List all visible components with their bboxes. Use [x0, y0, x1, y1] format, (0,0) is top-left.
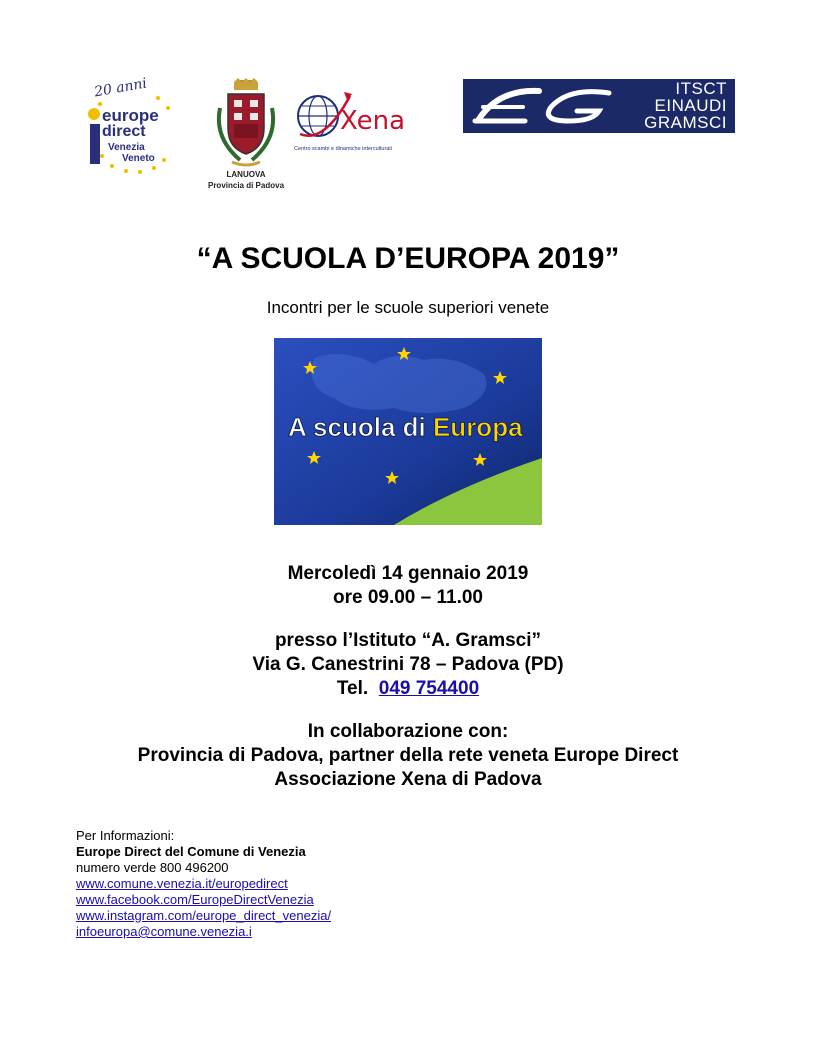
- page-subtitle: Incontri per le scuole superiori venete: [266, 298, 550, 317]
- lanuova-province: Provincia di Padova: [207, 181, 285, 190]
- itsct-line-2: EINAUDI: [654, 96, 727, 115]
- event-venue: presso l’Istituto “A. Gramsci”: [274, 630, 542, 651]
- event-phone-label: Tel.: [336, 678, 369, 699]
- info-org: Europe Direct del Comune di Venezia: [76, 844, 306, 859]
- info-link-facebook[interactable]: www.facebook.com/EuropeDirectVenezia: [76, 892, 314, 907]
- europe-direct-venezia: Venezia: [108, 142, 145, 153]
- collaboration-block: [0, 720, 816, 792]
- itsct-einaudi-gramsci-logo: [463, 79, 735, 133]
- xena-tagline: Centro scambi e dinamiche interculturali: [294, 146, 392, 152]
- europe-direct-word-2: direct: [102, 123, 146, 140]
- event-address: Via G. Canestrini 78 – Padova (PD): [252, 654, 564, 675]
- event-venue-block: [0, 629, 816, 701]
- event-details: [0, 562, 816, 610]
- info-link-email[interactable]: infoeuropa@comune.venezia.i: [76, 924, 252, 939]
- event-date: Mercoledì 14 gennaio 2019: [287, 563, 529, 584]
- info-link-instagram[interactable]: www.instagram.com/europe_direct_venezia/: [76, 908, 332, 923]
- collab-partner-1: Provincia di Padova, partner della rete veneta Europe Direct: [137, 745, 679, 766]
- itsct-line-3: GRAMSCI: [644, 113, 727, 132]
- event-phone: [0, 677, 816, 701]
- eu-map-banner-icon: [274, 338, 542, 525]
- banner-text-yellow: Europa: [432, 412, 523, 442]
- lanuova-crest-logo: [204, 78, 288, 196]
- info-dot-icon: [88, 108, 100, 120]
- europe-direct-veneto: Veneto: [122, 153, 155, 164]
- lanuova-name: LANUOVA: [226, 170, 266, 179]
- page-title: “A SCUOLA D’EUROPA 2019”: [196, 242, 620, 275]
- itsct-line-1: ITSCT: [675, 79, 727, 98]
- europe-direct-anni: 20 anni: [93, 75, 149, 101]
- banner-image: [274, 338, 542, 525]
- collab-heading: In collaborazione con:: [307, 721, 509, 742]
- collab-partner-2: Associazione Xena di Padova: [274, 769, 542, 790]
- event-time: ore 09.00 – 11.00: [332, 587, 483, 608]
- event-phone-link[interactable]: 049 754400: [378, 678, 480, 699]
- banner-text-white: A scuola di: [288, 412, 433, 442]
- xena-word: Xena: [340, 106, 406, 136]
- info-label: Per Informazioni:: [76, 828, 175, 843]
- info-link-website[interactable]: www.comune.venezia.it/europedirect: [76, 876, 288, 891]
- info-bar-icon: [90, 124, 100, 164]
- info-block: [76, 828, 331, 940]
- coat-of-arms-icon: [212, 78, 280, 168]
- eg-monogram-icon: [469, 85, 619, 127]
- europe-direct-word-1: europe: [102, 106, 159, 125]
- svg-text:A scuola di Europa: [288, 412, 523, 442]
- xena-logo: [294, 84, 424, 160]
- europe-direct-logo: [84, 75, 180, 178]
- info-phone: numero verde 800 496200: [76, 860, 229, 875]
